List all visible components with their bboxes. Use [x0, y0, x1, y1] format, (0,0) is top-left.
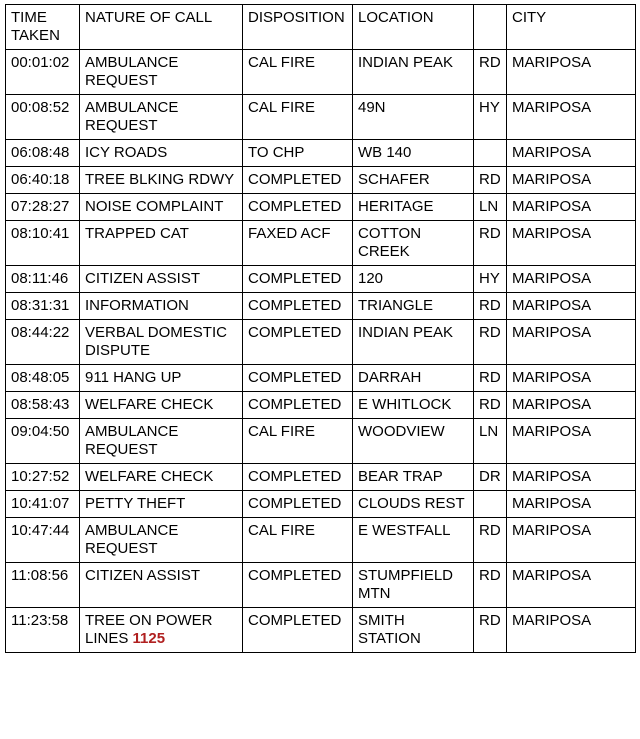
city-text: MARIPOSA: [512, 612, 592, 629]
location-text: INDIAN PEAK: [358, 54, 454, 71]
time-cell: [6, 608, 80, 653]
city-text: MARIPOSA: [512, 198, 592, 215]
disposition-cell: [243, 50, 353, 95]
table-row: [6, 221, 636, 266]
city-cell: [507, 464, 636, 491]
disposition-text: COMPLETED: [248, 369, 342, 386]
location-cell: [353, 293, 474, 320]
disposition-cell: [243, 167, 353, 194]
suffix-cell: [474, 518, 507, 563]
suffix-text: LN: [479, 423, 499, 440]
time-text: 11:23:58: [11, 612, 69, 629]
time-cell: [6, 392, 80, 419]
nature-cell: [80, 50, 243, 95]
header-time-taken: TIME TAKEN: [6, 5, 80, 50]
disposition-text: COMPLETED: [248, 567, 342, 584]
location-text: E WESTFALL: [358, 522, 451, 539]
location-cell: [353, 491, 474, 518]
time-cell: [6, 167, 80, 194]
location-cell: [353, 419, 474, 464]
nature-text: 911 HANG UP: [85, 369, 182, 386]
nature-cell: [80, 365, 243, 392]
table-row: [6, 464, 636, 491]
suffix-text: RD: [479, 396, 501, 413]
city-cell: [507, 419, 636, 464]
suffix-text: RD: [479, 54, 501, 71]
disposition-text: CAL FIRE: [248, 99, 315, 116]
city-text: MARIPOSA: [512, 144, 592, 161]
disposition-cell: [243, 365, 353, 392]
suffix-text: LN: [479, 198, 499, 215]
nature-text: WELFARE CHECK: [85, 396, 214, 413]
suffix-cell: [474, 50, 507, 95]
location-cell: [353, 167, 474, 194]
city-cell: [507, 365, 636, 392]
time-text: 11:08:56: [11, 567, 69, 584]
city-text: MARIPOSA: [512, 297, 592, 314]
disposition-text: COMPLETED: [248, 297, 342, 314]
suffix-cell: [474, 320, 507, 365]
time-text: 10:47:44: [11, 522, 70, 539]
city-cell: [507, 392, 636, 419]
suffix-text: RD: [479, 324, 501, 341]
time-text: 08:31:31: [11, 297, 70, 314]
suffix-cell: [474, 194, 507, 221]
nature-text: AMBULANCE REQUEST: [85, 99, 179, 134]
disposition-text: COMPLETED: [248, 198, 342, 215]
location-cell: [353, 608, 474, 653]
location-cell: [353, 50, 474, 95]
nature-text: PETTY THEFT: [85, 495, 186, 512]
location-text: SCHAFER: [358, 171, 430, 188]
location-text: 49N: [358, 99, 386, 116]
disposition-cell: [243, 464, 353, 491]
city-cell: [507, 563, 636, 608]
suffix-cell: [474, 392, 507, 419]
time-text: 00:01:02: [11, 54, 70, 71]
nature-text: VERBAL DOMESTIC DISPUTE: [85, 324, 227, 359]
location-text: BEAR TRAP: [358, 468, 443, 485]
city-cell: [507, 167, 636, 194]
disposition-cell: [243, 419, 353, 464]
header-city: CITY: [507, 5, 636, 50]
suffix-cell: [474, 266, 507, 293]
disposition-text: COMPLETED: [248, 612, 342, 629]
nature-cell: [80, 140, 243, 167]
city-text: MARIPOSA: [512, 369, 592, 386]
disposition-cell: [243, 140, 353, 167]
highlighted-code: 1125: [132, 630, 166, 647]
disposition-cell: [243, 266, 353, 293]
suffix-cell: [474, 608, 507, 653]
city-text: MARIPOSA: [512, 468, 592, 485]
time-text: 08:48:05: [11, 369, 70, 386]
city-text: MARIPOSA: [512, 567, 592, 584]
location-text: WB 140: [358, 144, 412, 161]
suffix-cell: [474, 464, 507, 491]
location-cell: [353, 518, 474, 563]
location-text: TRIANGLE: [358, 297, 434, 314]
suffix-cell: [474, 221, 507, 266]
header-location: LOCATION: [353, 5, 474, 50]
time-cell: [6, 491, 80, 518]
table-row: [6, 518, 636, 563]
suffix-cell: [474, 365, 507, 392]
table-row: [6, 392, 636, 419]
disposition-cell: [243, 95, 353, 140]
city-text: MARIPOSA: [512, 324, 592, 341]
disposition-text: CAL FIRE: [248, 423, 315, 440]
time-cell: [6, 293, 80, 320]
city-text: MARIPOSA: [512, 270, 592, 287]
nature-cell: [80, 464, 243, 491]
location-cell: [353, 320, 474, 365]
nature-cell: [80, 221, 243, 266]
table-row: [6, 563, 636, 608]
suffix-text: RD: [479, 612, 501, 629]
nature-cell: [80, 392, 243, 419]
suffix-text: DR: [479, 468, 501, 485]
nature-cell: [80, 95, 243, 140]
table-row: [6, 167, 636, 194]
disposition-text: COMPLETED: [248, 270, 342, 287]
location-cell: [353, 140, 474, 167]
time-text: 08:44:22: [11, 324, 70, 341]
suffix-text: RD: [479, 369, 501, 386]
city-cell: [507, 320, 636, 365]
location-cell: [353, 221, 474, 266]
suffix-cell: [474, 167, 507, 194]
location-text: COTTON CREEK: [358, 225, 422, 260]
nature-text: AMBULANCE REQUEST: [85, 423, 179, 458]
city-cell: [507, 50, 636, 95]
table-row: [6, 293, 636, 320]
disposition-text: COMPLETED: [248, 324, 342, 341]
nature-text: ICY ROADS: [85, 144, 168, 161]
time-cell: [6, 95, 80, 140]
time-cell: [6, 464, 80, 491]
disposition-text: COMPLETED: [248, 396, 342, 413]
time-text: 08:11:46: [11, 270, 69, 287]
header-street-suffix: [474, 5, 507, 50]
nature-cell: [80, 194, 243, 221]
location-text: INDIAN PEAK: [358, 324, 454, 341]
city-text: MARIPOSA: [512, 396, 592, 413]
table-row: [6, 140, 636, 167]
suffix-cell: [474, 491, 507, 518]
table-row: [6, 419, 636, 464]
time-cell: [6, 563, 80, 608]
location-cell: [353, 194, 474, 221]
nature-cell: [80, 293, 243, 320]
time-cell: [6, 221, 80, 266]
time-cell: [6, 365, 80, 392]
nature-text: CITIZEN ASSIST: [85, 270, 201, 287]
nature-cell: [80, 563, 243, 608]
time-cell: [6, 140, 80, 167]
location-text: 120: [358, 270, 384, 287]
disposition-cell: [243, 293, 353, 320]
suffix-cell: [474, 95, 507, 140]
suffix-cell: [474, 140, 507, 167]
nature-text: WELFARE CHECK: [85, 468, 214, 485]
city-text: MARIPOSA: [512, 54, 592, 71]
location-cell: [353, 392, 474, 419]
suffix-text: HY: [479, 270, 500, 287]
city-text: MARIPOSA: [512, 495, 592, 512]
disposition-text: COMPLETED: [248, 468, 342, 485]
time-text: 09:04:50: [11, 423, 70, 440]
city-text: MARIPOSA: [512, 171, 592, 188]
nature-cell: [80, 167, 243, 194]
location-cell: [353, 365, 474, 392]
suffix-cell: [474, 419, 507, 464]
table-header-row: [6, 5, 636, 50]
nature-text: AMBULANCE REQUEST: [85, 522, 179, 557]
location-text: STUMPFIELD MTN: [358, 567, 454, 602]
location-text: CLOUDS REST: [358, 495, 465, 512]
disposition-cell: [243, 392, 353, 419]
location-cell: [353, 266, 474, 293]
location-cell: [353, 464, 474, 491]
time-cell: [6, 266, 80, 293]
header-nature-of-call: NATURE OF CALL: [80, 5, 243, 50]
city-text: MARIPOSA: [512, 99, 592, 116]
time-text: 10:41:07: [11, 495, 70, 512]
disposition-text: CAL FIRE: [248, 54, 315, 71]
time-cell: [6, 320, 80, 365]
city-text: MARIPOSA: [512, 423, 592, 440]
suffix-text: RD: [479, 297, 501, 314]
location-text: SMITH STATION: [358, 612, 421, 647]
nature-text: INFORMATION: [85, 297, 189, 314]
table-row: [6, 194, 636, 221]
city-cell: [507, 140, 636, 167]
nature-cell: [80, 491, 243, 518]
time-text: 10:27:52: [11, 468, 70, 485]
nature-text: TREE BLKING RDWY: [85, 171, 235, 188]
city-text: MARIPOSA: [512, 225, 592, 242]
time-text: 08:58:43: [11, 396, 70, 413]
call-log-table: [5, 4, 636, 653]
location-text: DARRAH: [358, 369, 422, 386]
city-cell: [507, 608, 636, 653]
nature-text: NOISE COMPLAINT: [85, 198, 224, 215]
city-cell: [507, 518, 636, 563]
header-disposition: DISPOSITION: [243, 5, 353, 50]
city-cell: [507, 221, 636, 266]
nature-cell: [80, 608, 243, 653]
disposition-cell: [243, 608, 353, 653]
disposition-cell: [243, 563, 353, 608]
time-text: 06:40:18: [11, 171, 70, 188]
disposition-cell: [243, 221, 353, 266]
disposition-cell: [243, 320, 353, 365]
disposition-cell: [243, 491, 353, 518]
time-text: 08:10:41: [11, 225, 70, 242]
table-row: [6, 365, 636, 392]
city-cell: [507, 266, 636, 293]
time-text: 06:08:48: [11, 144, 70, 161]
time-cell: [6, 518, 80, 563]
time-text: 07:28:27: [11, 198, 70, 215]
suffix-text: RD: [479, 567, 501, 584]
disposition-text: COMPLETED: [248, 171, 342, 188]
table-row: [6, 608, 636, 653]
time-cell: [6, 194, 80, 221]
disposition-text: FAXED ACF: [248, 225, 331, 242]
time-cell: [6, 419, 80, 464]
suffix-text: RD: [479, 522, 501, 539]
time-text: 00:08:52: [11, 99, 70, 116]
suffix-text: RD: [479, 171, 501, 188]
nature-cell: [80, 518, 243, 563]
city-cell: [507, 293, 636, 320]
city-cell: [507, 95, 636, 140]
table-row: [6, 266, 636, 293]
suffix-text: RD: [479, 225, 501, 242]
table-row: [6, 320, 636, 365]
disposition-text: TO CHP: [248, 144, 305, 161]
disposition-cell: [243, 518, 353, 563]
location-cell: [353, 563, 474, 608]
nature-cell: [80, 320, 243, 365]
suffix-text: HY: [479, 99, 500, 116]
nature-text: CITIZEN ASSIST: [85, 567, 201, 584]
time-cell: [6, 50, 80, 95]
suffix-cell: [474, 293, 507, 320]
nature-text: TRAPPED CAT: [85, 225, 189, 242]
disposition-cell: [243, 194, 353, 221]
table-row: [6, 50, 636, 95]
city-cell: [507, 491, 636, 518]
nature-cell: [80, 419, 243, 464]
disposition-text: COMPLETED: [248, 495, 342, 512]
table-row: [6, 491, 636, 518]
location-cell: [353, 95, 474, 140]
city-text: MARIPOSA: [512, 522, 592, 539]
disposition-text: CAL FIRE: [248, 522, 315, 539]
location-text: WOODVIEW: [358, 423, 445, 440]
table-row: [6, 95, 636, 140]
location-text: HERITAGE: [358, 198, 434, 215]
location-text: E WHITLOCK: [358, 396, 452, 413]
nature-cell: [80, 266, 243, 293]
suffix-cell: [474, 563, 507, 608]
nature-text: TREE ON POWER LINES: [85, 612, 213, 647]
table-body: [6, 50, 636, 653]
city-cell: [507, 194, 636, 221]
nature-text: AMBULANCE REQUEST: [85, 54, 179, 89]
